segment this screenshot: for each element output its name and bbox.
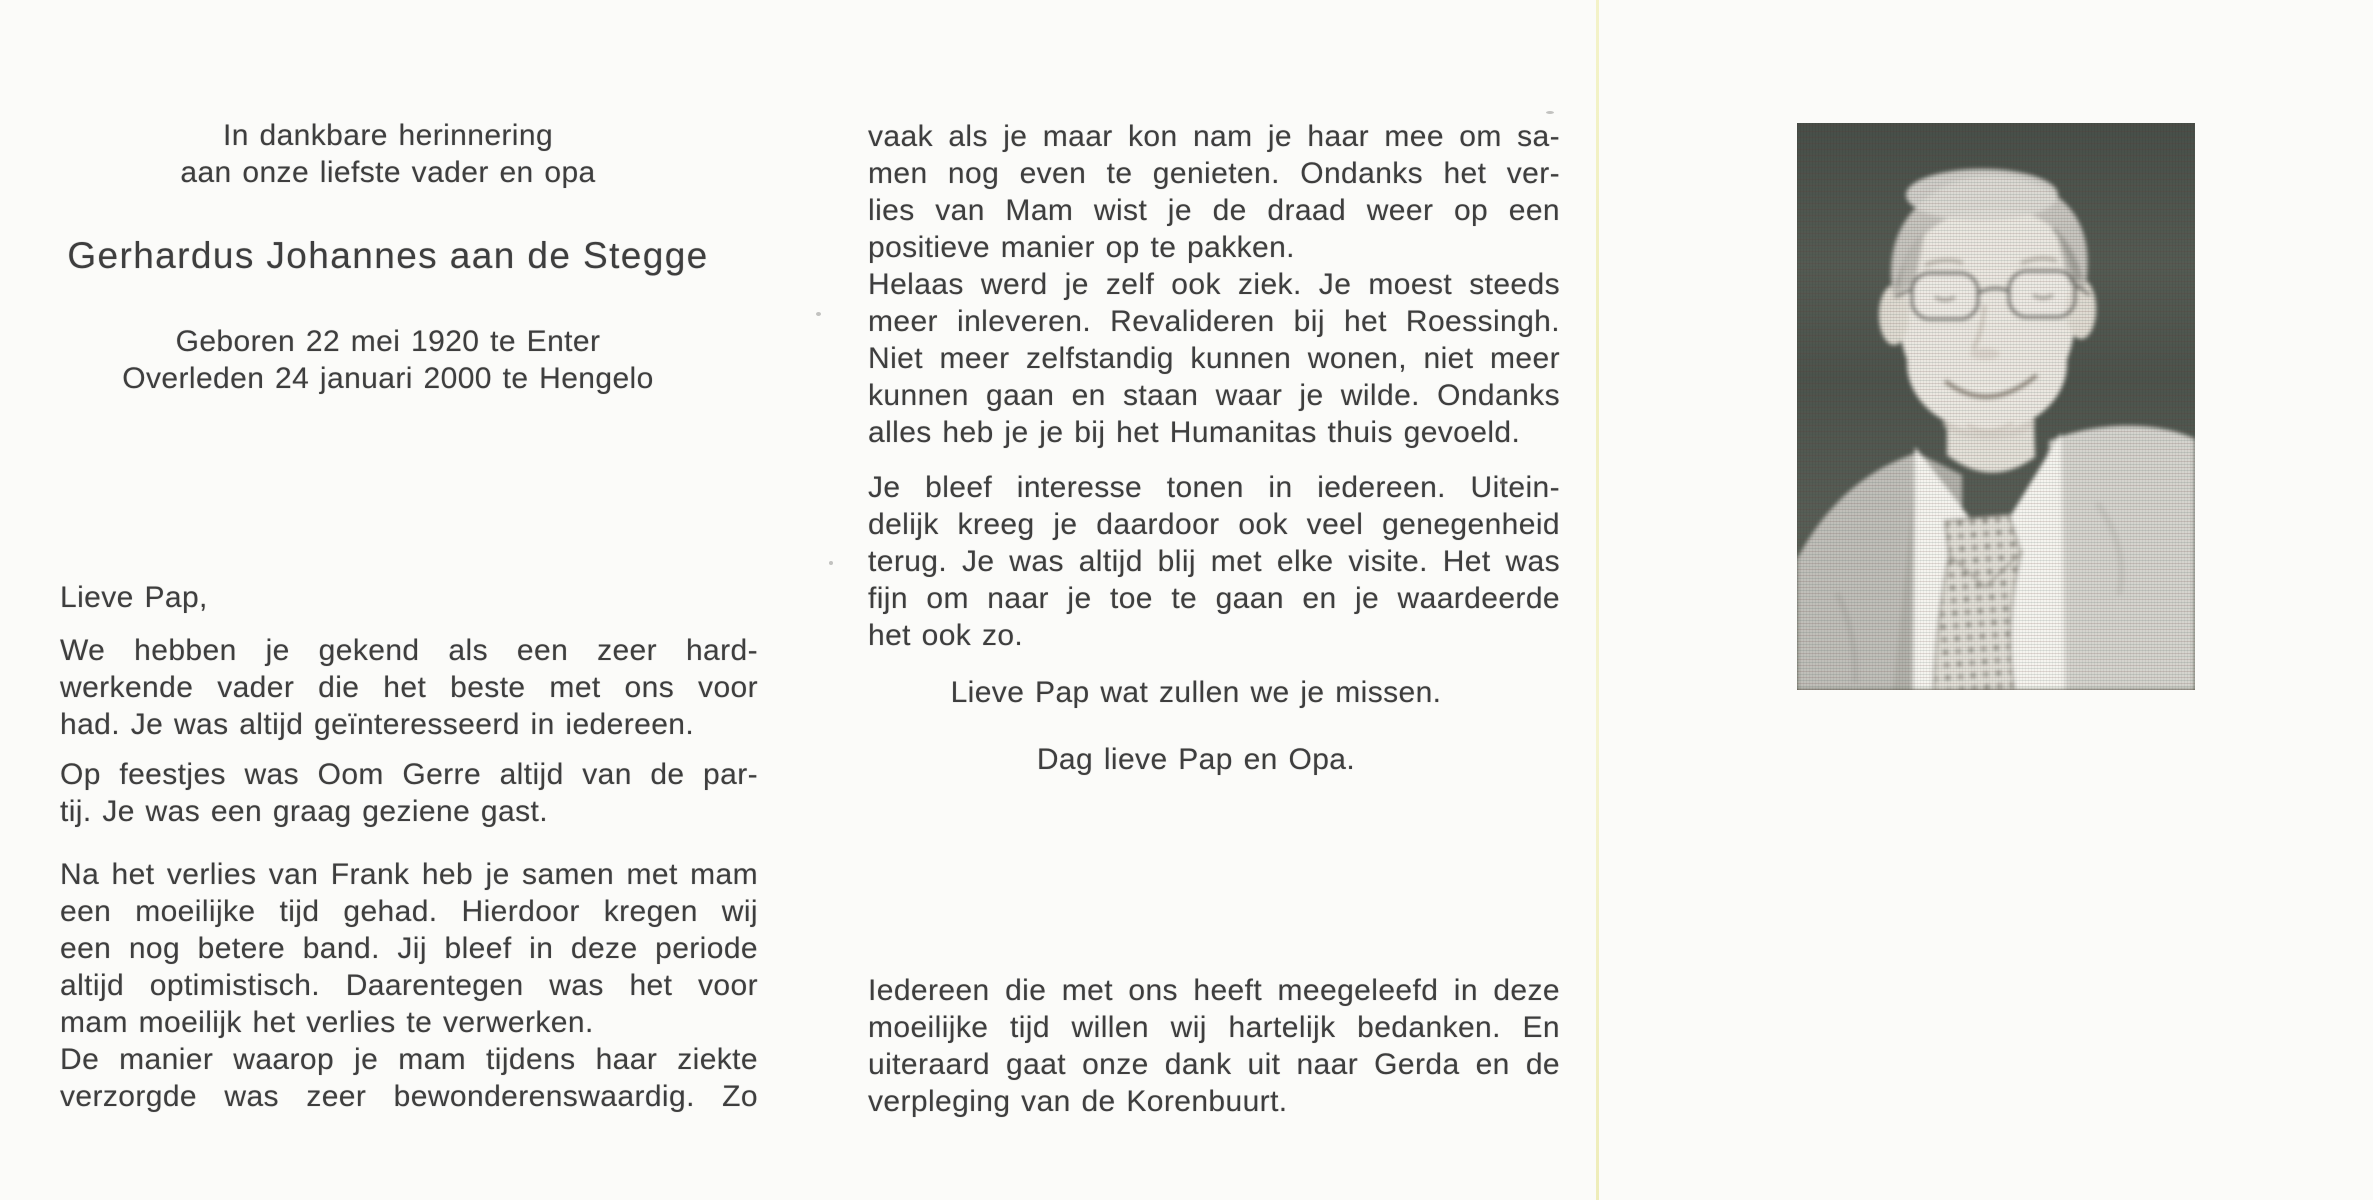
dedication-line-1: In dankbare herinnering — [222, 119, 554, 152]
portrait-photo — [1797, 123, 2195, 690]
text-line: fijn om naar je toe te gaan en je waardeerde — [868, 582, 1560, 615]
birth-date-line: Geboren 22 mei 1920 te Enter — [175, 325, 601, 358]
text-line: een moeilijke tijd gehad. Hierdoor kregen wij — [60, 895, 758, 928]
text-line: meer inleveren. Revalideren bij het Roessingh. — [868, 305, 1560, 338]
card-fold-line — [1596, 0, 1599, 1200]
left-paragraph-2 — [60, 756, 758, 830]
text-line: positieve manier op te pakken. — [868, 231, 1295, 264]
text-line: Niet meer zelfstandig kunnen wonen, niet meer — [868, 342, 1560, 375]
text-line: Iedereen die met ons heeft meegeleefd in deze — [868, 974, 1560, 1007]
text-line: Helaas werd je zelf ook ziek. Je moest steeds — [868, 268, 1560, 301]
text-line: kunnen gaan en staan waar je wilde. Ondanks — [868, 379, 1560, 412]
text-line: uiteraard gaat onze dank uit naar Gerda en de — [868, 1048, 1560, 1081]
text-line: alles heb je je bij het Humanitas thuis gevoeld. — [868, 416, 1521, 449]
text-line: mam moeilijk het verlies te verwerken. — [60, 1006, 594, 1039]
text-line: terug. Je was altijd blij met elke visite. Het was — [868, 545, 1560, 578]
scan-speck — [829, 561, 833, 565]
closing-line-1: Lieve Pap wat zullen we je missen. — [950, 676, 1442, 709]
death-date-line: Overleden 24 januari 2000 te Hengelo — [122, 362, 654, 395]
text-line: werkende vader die het beste met ons voor — [60, 671, 758, 704]
text-line: lies van Mam wist je de draad weer op een — [868, 194, 1560, 227]
life-dates — [22, 323, 754, 397]
text-line: het ook zo. — [868, 619, 1024, 652]
text-line: een nog betere band. Jij bleef in deze periode — [60, 932, 758, 965]
text-line: Na het verlies van Frank heb je samen met mam — [60, 858, 758, 891]
left-paragraph-3 — [60, 856, 758, 1115]
text-line: verzorgde was zeer bewonderenswaardig. Zo — [60, 1080, 758, 1113]
text-line: De manier waarop je mam tijdens haar ziekte — [60, 1043, 758, 1076]
scan-speck — [1546, 111, 1554, 114]
text-line: Je bleef interesse tonen in iedereen. Uitein- — [868, 471, 1560, 504]
salutation: Lieve Pap, — [60, 581, 208, 614]
scan-speck — [816, 312, 821, 316]
scan-speck — [1500, 478, 1505, 486]
text-line: tij. Je was een graag geziene gast. — [60, 795, 548, 828]
text-line: vaak als je maar kon nam je haar mee om sa- — [868, 120, 1560, 153]
left-paragraph-1 — [60, 632, 758, 743]
text-line: men nog even te genieten. Ondanks het ver- — [868, 157, 1560, 190]
thanks-paragraph — [868, 972, 1560, 1120]
header-dedication — [22, 117, 754, 191]
middle-paragraph-2 — [868, 469, 1560, 654]
text-line: had. Je was altijd geïnteresseerd in iedereen. — [60, 708, 695, 741]
text-line: altijd optimistisch. Daarentegen was het voor — [60, 969, 758, 1002]
text-line: We hebben je gekend als een zeer hard- — [60, 634, 758, 667]
deceased-name: Gerhardus Johannes aan de Stegge — [67, 235, 709, 276]
middle-paragraph-1 — [868, 118, 1560, 451]
text-line: moeilijke tijd willen wij hartelijk bedanken. En — [868, 1011, 1560, 1044]
dedication-line-2: aan onze liefste vader en opa — [180, 156, 596, 189]
portrait-photo-drawing — [1797, 123, 2195, 690]
text-line: verpleging van de Korenbuurt. — [868, 1085, 1288, 1118]
text-line: Op feestjes was Oom Gerre altijd van de par- — [60, 758, 758, 791]
text-line: delijk kreeg je daardoor ook veel genegenheid — [868, 508, 1560, 541]
closing-line-2: Dag lieve Pap en Opa. — [1036, 743, 1356, 776]
